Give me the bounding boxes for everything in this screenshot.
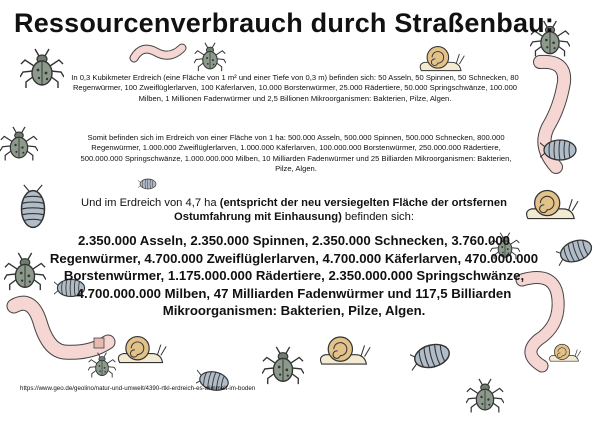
woodlouse-icon [540,136,580,164]
paragraph-bypass-totals: 2.350.000 Asseln, 2.350.000 Spinnen, 2.350.000 Schnecken, 3.760.000 Regenwürmer, 4.700.000 Zweiflüglerlarven, 4.700.000 Käferlarven, 470.000.000 Borstenwürmer, 1.175.000.000 Rädertiere, 2.350.000.000 Springschwänze, 4.700.000.000 Milben, 47 Milliarden Fadenwürmer und 117,5 Billiarden Mikroorganismen: Bakterien, Pilze, Algen. [49,233,539,318]
beetle-icon [88,352,116,380]
snail-icon [418,44,466,74]
page-title: Ressourcenverbrauch durch Straßenbau: [14,8,555,38]
intro-outro: befinden sich: [341,211,414,224]
woodlouse-icon [138,176,158,192]
paragraph-per-hectare: Somit befinden sich im Erdreich von einer Fläche von 1 ha: 500.000 Asseln, 500.000 Spinnen, 500.000 Schnecken, 800.000 Regenwürmer, 1.000.000 Zweiflüglerlarven, 1.000.000 Käferlarven, 100.000.000 Borstenwürmer, 250.000.000 Rädertiere, 500.000.000 Springschwänze, 1.000.000.000 Milben, 10 Milliarden Fadenwürmer und 25 Billiarden Mikroorganismen: Bakterien, Pilze, Algen. [80,133,512,173]
earthworm-icon [128,40,188,66]
beetle-icon [20,48,64,92]
source-link[interactable]: https://www.geo.de/geolino/natur-und-umwelt/4390-rtkl-erdreich-es-wimmelt-im-boden [20,385,256,392]
intro-text: Und im Erdreich von 4,7 ha [81,197,220,209]
snail-icon [524,188,580,222]
woodlouse-icon [556,236,596,266]
paragraph-bypass-intro [56,196,532,225]
paragraph-per-square-meter: In 0,3 Kubikmeter Erdreich (eine Fläche von 1 m² und einer Tiefe von 0,3 m) befinden sich: 50 Asseln, 50 Spinnen, 50 Schnecken, 80 Regenwürmer, 100 Zweiflüglerlarven, 100 Käferlarven, 10.000 Borstenwürmer, 25.000 Rädertiere, 50.000 Springschwänze, 100.000 Milben, 1 Millionen Fadenwürmer und 2,5 Billionen Mikroorganismen: Bakterien, Pilze, Algen. [71,73,519,103]
beetle-icon [194,42,226,74]
beetle-icon [466,378,504,416]
beetle-icon [262,346,304,388]
intro-highlight: (entspricht der neu versiegelten Fläche der ortsfernen Ostumfahrung mit Einhausung) [174,197,507,224]
beetle-icon [0,126,38,164]
woodlouse-icon [410,340,454,372]
beetle-icon [4,252,46,294]
snail-icon [318,334,372,368]
woodlouse-icon [10,184,56,234]
snail-icon [548,342,582,364]
snail-icon [116,334,168,366]
